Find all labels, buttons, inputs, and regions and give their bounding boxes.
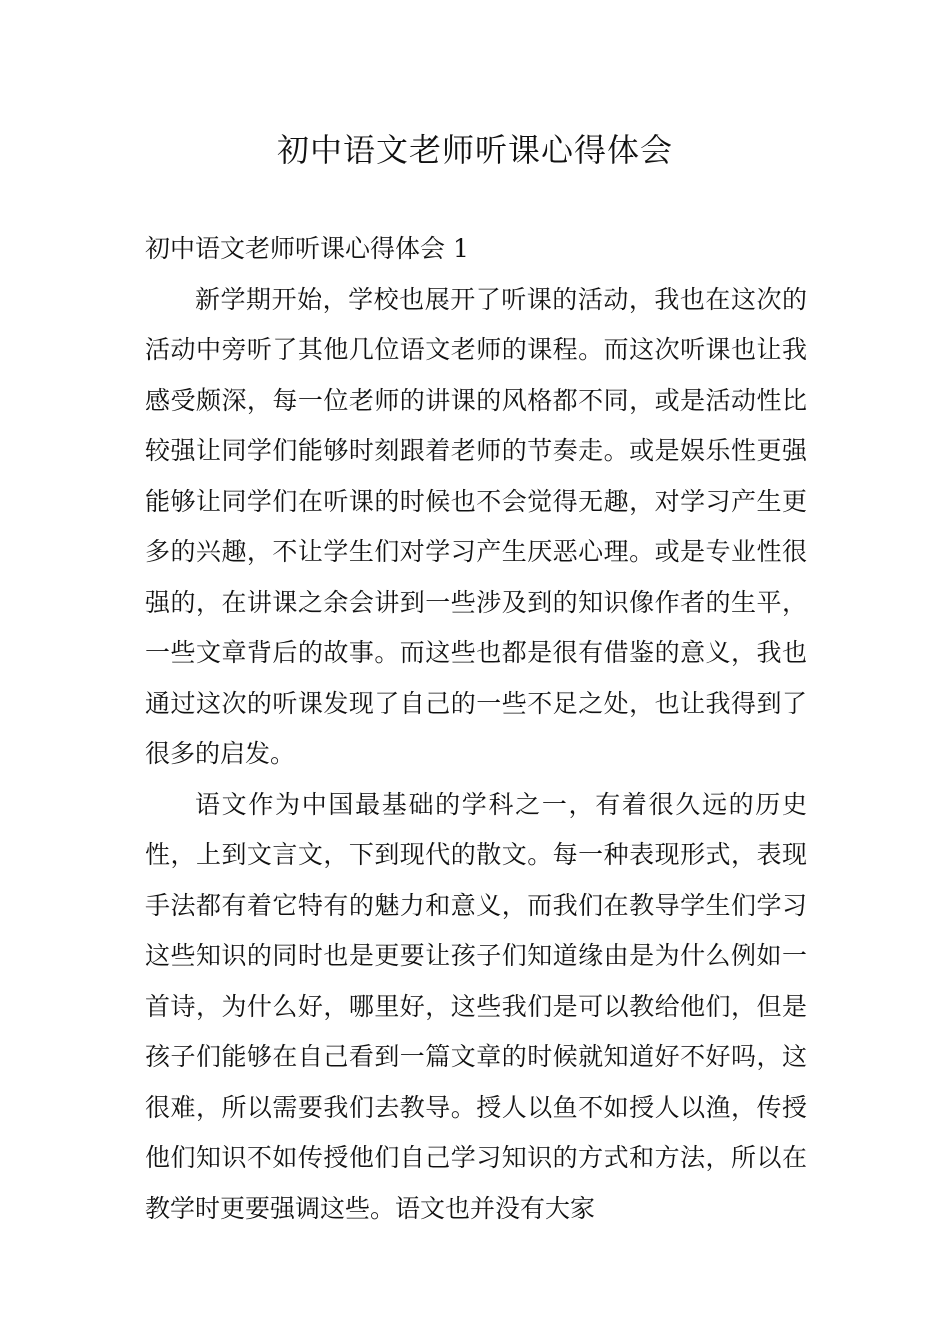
paragraph: 新学期开始，学校也展开了听课的活动，我也在这次的活动中旁听了其他几位语文老师的课程。而这次听课也让我感受颇深，每一位老师的讲课的风格都不同，或是活动性比较强让同学们能够时刻跟着老师的节奏走。或是娱乐性更强能够让同学们在听课的时候也不会觉得无趣，对学习产生更多的兴趣，不让学生们对学习产生厌恶心理。或是专业性很强的，在讲课之余会讲到一些涉及到的知识像作者的生平，一些文章背后的故事。而这些也都是很有借鉴的意义，我也通过这次的听课发现了自己的一些不足之处，也让我得到了很多的启发。 (145, 284, 807, 768)
document-body (145, 224, 807, 1234)
document-title: 初中语文老师听课心得体会 (276, 131, 673, 169)
paragraph: 语文作为中国最基础的学科之一，有着很久远的历史性，上到文言文，下到现代的散文。每一种表现形式，表现手法都有着它特有的魅力和意义，而我们在教导学生们学习这些知识的同时也是更要让孩子们知道缘由是为什么例如一首诗，为什么好，哪里好，这些我们是可以教给他们，但是孩子们能够在自己看到一篇文章的时候就知道好不好吗，这很难，所以需要我们去教导。授人以鱼不如授人以渔，传授他们知识不如传授他们自己学习知识的方式和方法，所以在教学时更要强调这些。语文也并没有大家 (145, 789, 807, 1223)
section-heading: 初中语文老师听课心得体会 1 (145, 234, 469, 263)
